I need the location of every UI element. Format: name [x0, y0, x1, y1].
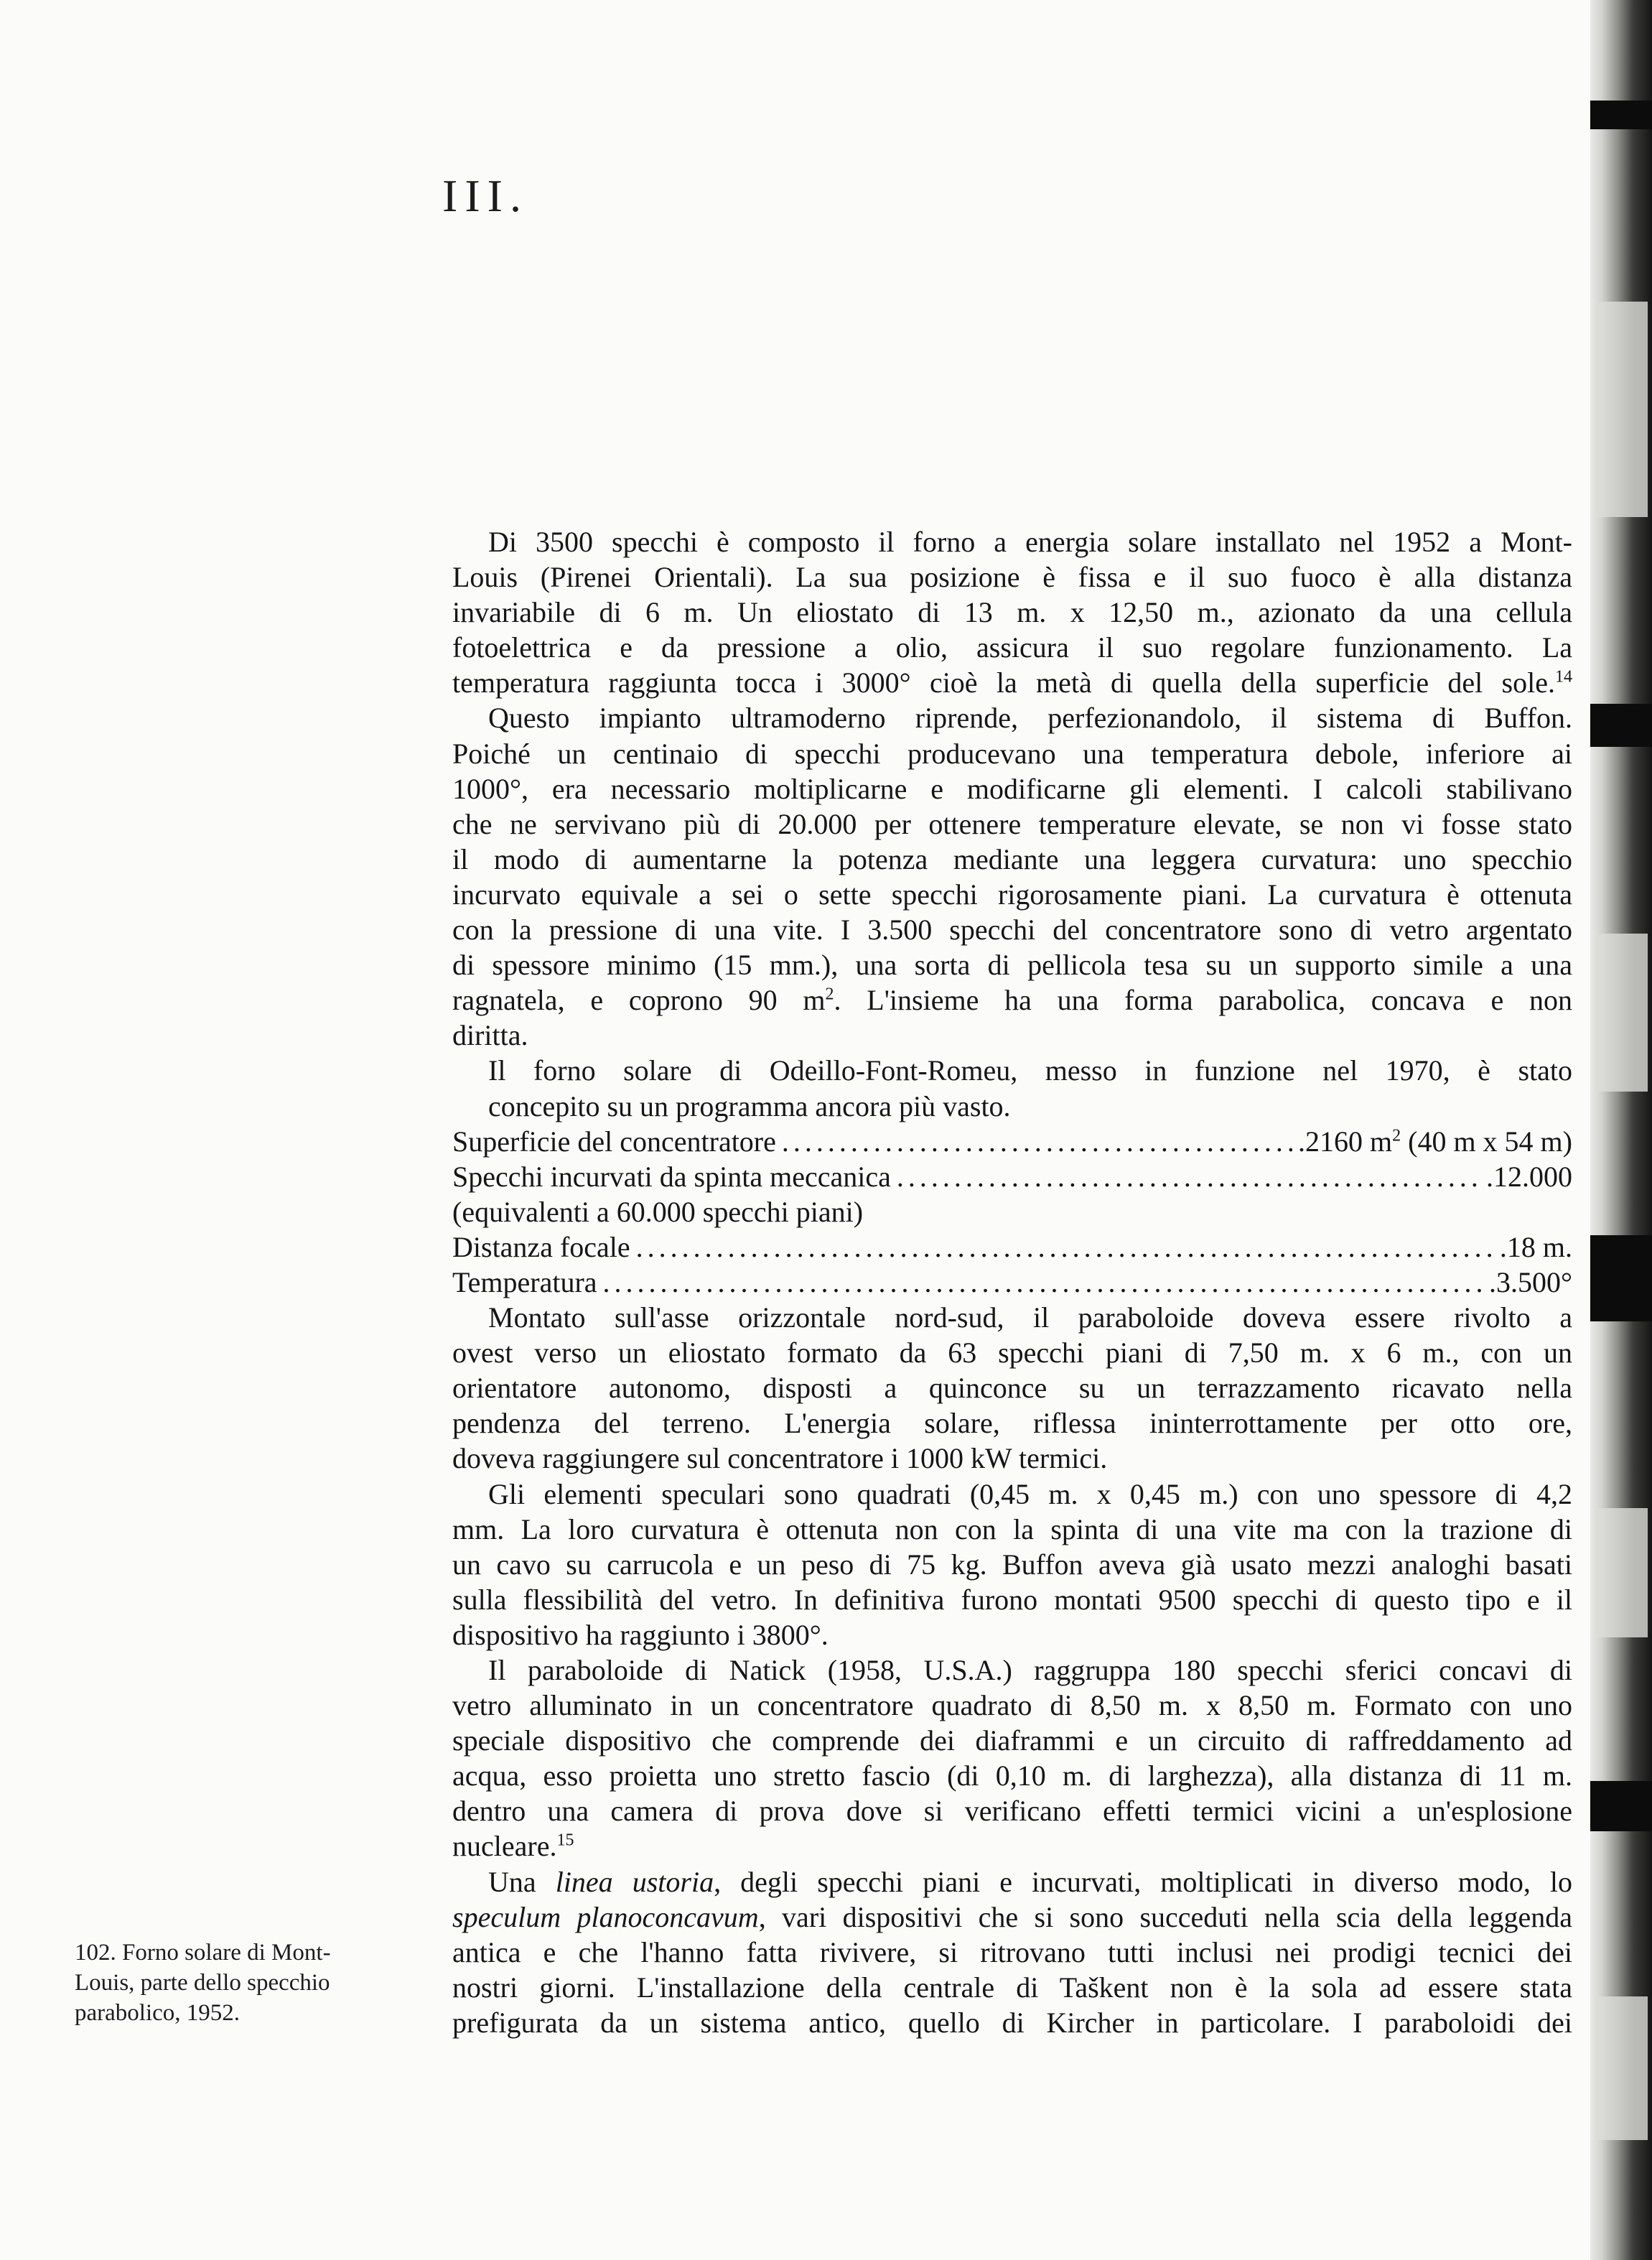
text-line: diritta.	[452, 1019, 528, 1052]
caption-line: 102. Forno solare di Mont-	[75, 1940, 331, 1966]
text-line: Questo impianto ultramoderno riprende, perfezionandolo, il sistema di Buffon.	[488, 702, 1572, 735]
text-line: antica e che l'hanno fatta rivivere, si ritrovano tutti inclusi nei prodigi tecnici dei	[452, 1935, 1572, 1968]
footnote-ref: 15	[556, 1831, 574, 1851]
text-line	[452, 1864, 1572, 1899]
text-line: il modo di aumentarne la potenza mediante una leggera curvatura: uno specchio	[452, 842, 1572, 875]
body-text	[452, 524, 1572, 2040]
text-span: temperatura raggiunta tocca i 3000° cioè la metà di quella della superficie del sole.	[452, 666, 1555, 699]
text-span: Una	[488, 1865, 556, 1898]
footnote-ref: 14	[1555, 668, 1572, 687]
text-line	[452, 665, 1572, 700]
text-line: orientatore autonomo, disposti a quinconce su un terrazzamento ricavato nella	[452, 1372, 1572, 1405]
superscript: 2	[1392, 1126, 1401, 1145]
spec-row	[452, 1229, 1572, 1265]
spec-value: .18 m.	[1499, 1230, 1572, 1263]
text-span: ragnatela, e coprono 90 m	[452, 984, 826, 1017]
superscript: 2	[825, 985, 834, 1004]
spec-row	[452, 1124, 1572, 1159]
text-span: , degli specchi piani e incurvati, moltiplicati in diverso modo, lo	[714, 1865, 1573, 1898]
text-line: che ne servivano più di 20.000 per ottenere temperature elevate, se non vi fosse stato	[452, 807, 1572, 840]
text-span: .2160 m	[1298, 1125, 1393, 1158]
text-line: vetro alluminato in un concentratore quadrato di 8,50 m. x 8,50 m. Formato con uno	[452, 1689, 1572, 1722]
text-line	[452, 1828, 1572, 1864]
text-line: incurvato equivale a sei o sette specchi rigorosamente piani. La curvatura è ottenuta	[452, 878, 1572, 911]
text-line: pendenza del terreno. L'energia solare, riflessa ininterrottamente per otto ore,	[452, 1407, 1572, 1440]
leader-dots	[897, 1159, 1480, 1194]
text-line	[452, 982, 1572, 1018]
text-line: Gli elementi speculari sono quadrati (0,45 m. x 0,45 m.) con uno spessore di 4,2	[488, 1477, 1572, 1510]
spec-label: Specchi incurvati da spinta meccanica	[452, 1160, 891, 1193]
text-line: invariabile di 6 m. Un eliostato di 13 m. x 12,50 m., azionato da una cellula	[452, 596, 1572, 629]
text-span: . L'insieme ha una forma parabolica, concava e non	[834, 984, 1572, 1017]
spec-label: Temperatura	[452, 1265, 597, 1298]
text-line: speciale dispositivo che comprende dei diaframmi e un circuito di raffreddamento ad	[452, 1724, 1572, 1757]
text-span: (40 m x 54 m)	[1401, 1125, 1572, 1158]
text-line: Il forno solare di Odeillo-Font-Romeu, messo in funzione nel 1970, è stato	[488, 1054, 1572, 1087]
text-line: Il paraboloide di Natick (1958, U.S.A.) raggruppa 180 specchi sferici concavi di	[488, 1654, 1572, 1686]
figure-caption	[75, 1938, 434, 2028]
text-line: nostri giorni. L'installazione della centrale di Taškent non è la sola ad essere stata	[452, 1971, 1572, 2004]
text-line: dentro una camera di prova dove si verificano effetti termici vicini a un'esplosione	[452, 1795, 1572, 1828]
text-line: 1000°, era necessario moltiplicarne e modificarne gli elementi. I calcoli stabilivano	[452, 772, 1572, 805]
spec-row	[452, 1265, 1572, 1300]
leader-dots	[636, 1229, 1494, 1265]
text-line: un cavo su carrucola e un peso di 75 kg. Buffon aveva già usato mezzi analoghi basati	[452, 1548, 1572, 1581]
text-line: concepito su un programma ancora più vasto.	[488, 1089, 1011, 1122]
text-line: con la pressione di una vite. I 3.500 specchi del concentratore sono di vetro argentato	[452, 913, 1572, 947]
text-span: nucleare.	[452, 1830, 557, 1863]
text-line: dispositivo ha raggiunto i 3800°.	[452, 1618, 829, 1651]
text-line: doveva raggiungere sul concentratore i 1000 kW termici.	[452, 1442, 1108, 1475]
text-line: Di 3500 specchi è composto il forno a energia solare installato nel 1952 a Mont-	[488, 526, 1572, 558]
italic-term: speculum planoconcavum	[452, 1900, 759, 1933]
spec-note: (equivalenti a 60.000 specchi piani)	[452, 1195, 864, 1228]
leader-dots	[603, 1265, 1483, 1300]
spec-row	[452, 1159, 1572, 1194]
spec-label: Distanza focale	[452, 1230, 630, 1263]
text-line: Montato sull'asse orizzontale nord-sud, il paraboloide doveva essere rivolto a	[488, 1301, 1572, 1334]
caption-line: parabolico, 1952.	[75, 2000, 241, 2026]
text-line: di spessore minimo (15 mm.), una sorta di pellicola tesa su un supporto simile a una	[452, 949, 1572, 982]
text-line: Louis (Pirenei Orientali). La sua posizione è fissa e il suo fuoco è alla distanza	[452, 561, 1572, 594]
spec-label: Superficie del concentratore	[452, 1125, 776, 1158]
text-line: prefigurata da un sistema antico, quello di Kircher in particolare. I paraboloidi dei	[452, 2006, 1572, 2039]
text-span: , vari dispositivi che si sono succeduti nella scia della leggenda	[758, 1900, 1572, 1933]
italic-term: linea ustoria	[555, 1865, 714, 1898]
spec-value: .3.500°	[1489, 1265, 1572, 1298]
text-line: ovest verso un eliostato formato da 63 specchi piani di 7,50 m. x 6 m., con un	[452, 1336, 1572, 1370]
text-line	[452, 1899, 1572, 1935]
spec-value	[1298, 1124, 1572, 1159]
text-line: acqua, esso proietta uno stretto fascio (di 0,10 m. di larghezza), alla distanza di 11 m.	[452, 1759, 1572, 1792]
leader-dots	[782, 1124, 1292, 1159]
text-line: fotoelettrica e da pressione a olio, assicura il suo regolare funzionamento. La	[452, 631, 1572, 664]
text-line: sulla flessibilità del vetro. In definitiva furono montati 9500 specchi di questo tipo e il	[452, 1583, 1572, 1616]
chapter-number: III.	[442, 170, 528, 221]
text-line: mm. La loro curvatura è ottenuta non con la spinta di una vite ma con la trazione di	[452, 1512, 1572, 1545]
spec-value: .12.000	[1486, 1160, 1572, 1193]
caption-line: Louis, parte dello specchio	[75, 1970, 330, 1996]
adjacent-page-photo-edge	[1590, 0, 1652, 2260]
text-line: Poiché un centinaio di specchi producevano una temperatura debole, inferiore ai	[452, 737, 1572, 770]
